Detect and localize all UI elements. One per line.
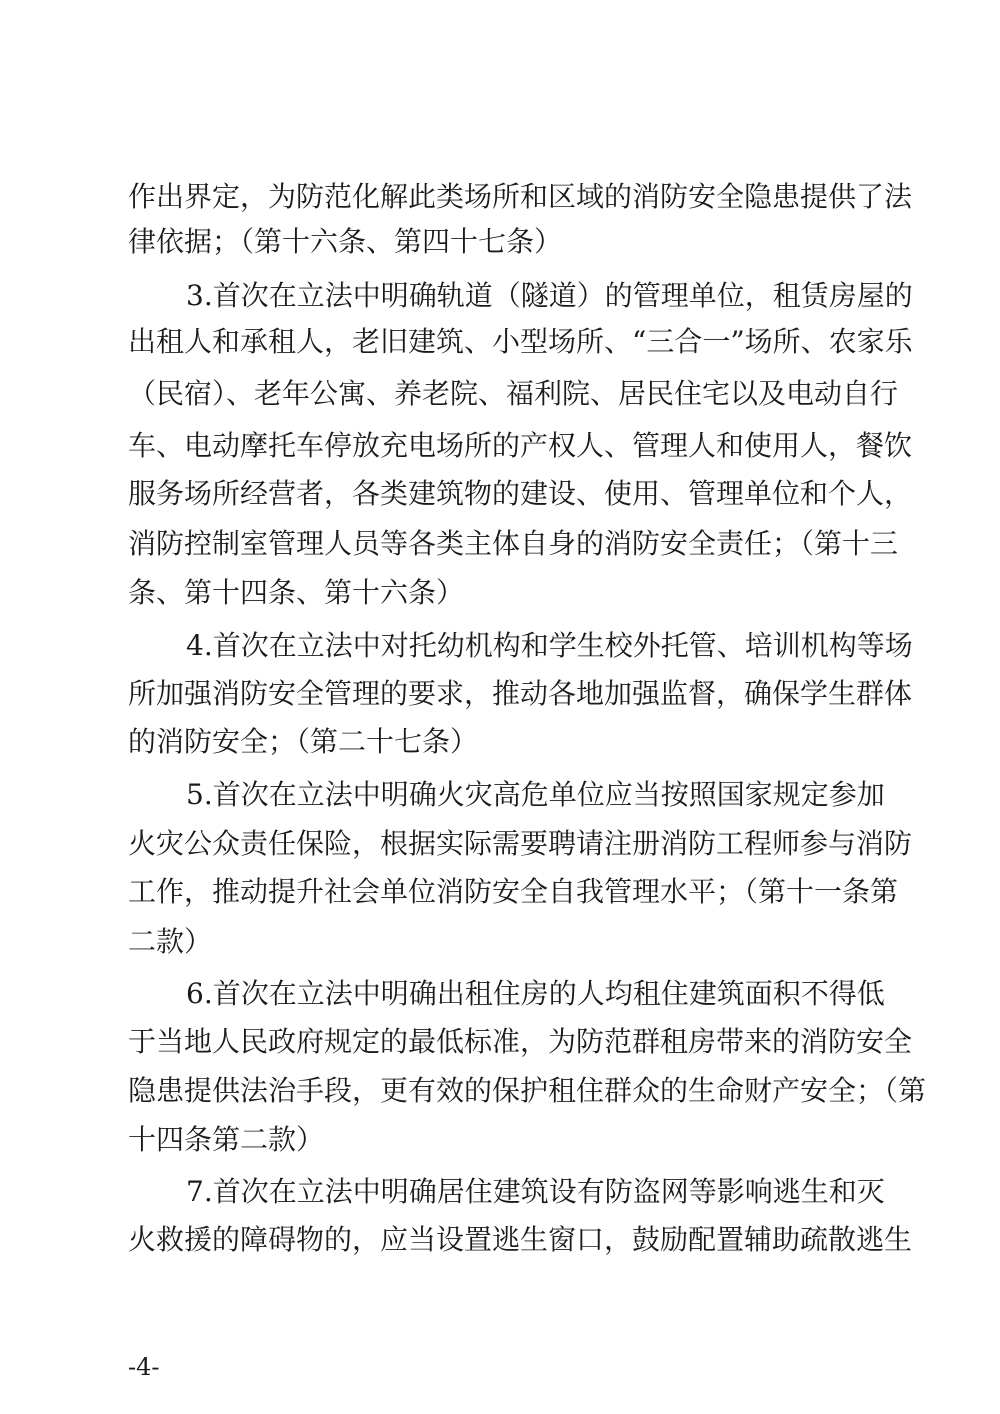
page-number: -4- [128,1353,160,1381]
text-line: 出租人和承租人，老旧建筑、小型场所、“三合一”场所、农家乐 [128,325,913,358]
paragraph-3-start: 3.首次在立法中明确轨道（隧道）的管理单位，租赁房屋的 [186,279,913,312]
text-line: 火灾公众责任保险，根据实际需要聘请注册消防工程师参与消防 [128,827,913,860]
text-line: 条、第十四条、第十六条） [128,576,465,609]
paragraph-5-start: 5.首次在立法中明确火灾高危单位应当按照国家规定参加 [186,778,885,811]
text-line: 所加强消防安全管理的要求，推动各地加强监督，确保学生群体 [128,677,913,710]
text-line: 的消防安全；（第二十七条） [128,725,479,758]
text-line: 作出界定，为防范化解此类场所和区域的消防安全隐患提供了法 [128,180,913,213]
text-line: 隐患提供法治手段，更有效的保护租住群众的生命财产安全；（第 [128,1074,927,1107]
text-line: 火救援的障碍物的，应当设置逃生窗口，鼓励配置辅助疏散逃生 [128,1223,913,1256]
paragraph-6-start: 6.首次在立法中明确出租住房的人均租住建筑面积不得低 [186,977,885,1010]
text-line: 服务场所经营者，各类建筑物的建设、使用、管理单位和个人， [128,477,913,510]
text-line: 工作，推动提升社会单位消防安全自我管理水平；（第十一条第 [128,875,899,908]
paragraph-4-start: 4.首次在立法中对托幼机构和学生校外托管、培训机构等场 [186,629,913,662]
text-line: （民宿）、老年公寓、养老院、福利院、居民住宅以及电动自行 [128,377,899,410]
text-line: 二款） [128,925,213,958]
text-line: 于当地人民政府规定的最低标准，为防范群租房带来的消防安全 [128,1025,913,1058]
text-line: 律依据；（第十六条、第四十七条） [128,225,563,258]
text-line: 消防控制室管理人员等各类主体自身的消防安全责任；（第十三 [128,527,899,560]
text-line: 车、电动摩托车停放充电场所的产权人、管理人和使用人，餐饮 [128,429,913,462]
text-line: 十四条第二款） [128,1123,325,1156]
paragraph-7-start: 7.首次在立法中明确居住建筑设有防盗网等影响逃生和灭 [186,1175,885,1208]
